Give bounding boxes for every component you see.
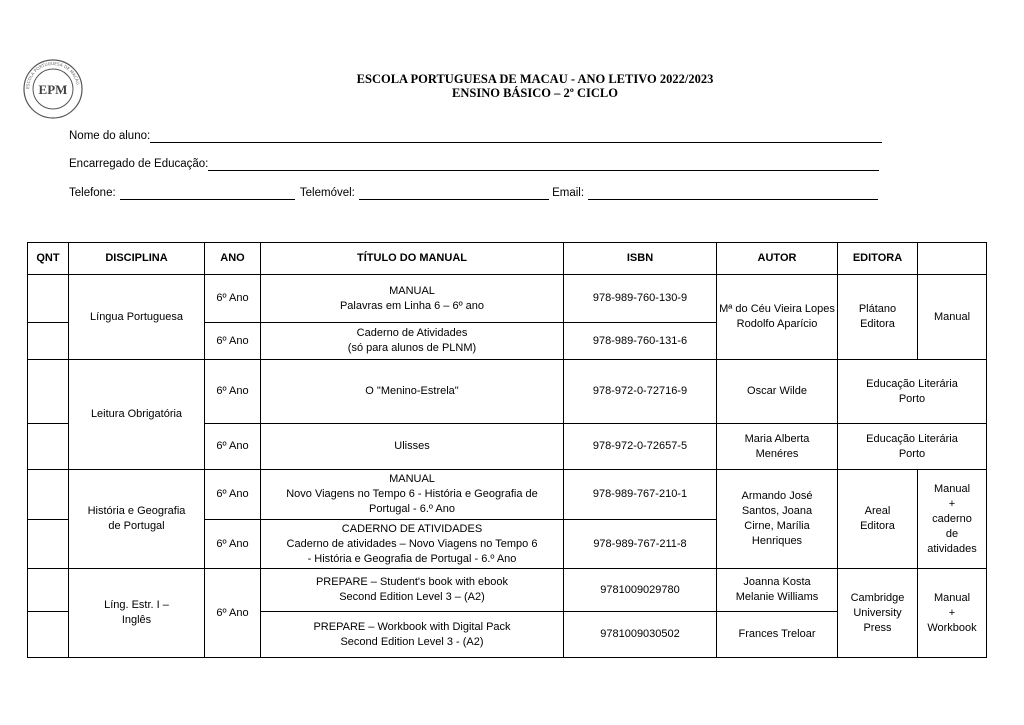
guardian-label: Encarregado de Educação: — [69, 158, 209, 170]
guardian-row — [69, 157, 879, 171]
publisher-cell: Educação Literária Porto — [838, 360, 987, 424]
title-cell: PREPARE – Workbook with Digital Pack Second Edition Level 3 - (A2) — [261, 612, 564, 658]
header-subtitle: ENSINO BÁSICO – 2º CICLO — [452, 86, 618, 100]
email-label: Email: — [552, 187, 585, 199]
year-cell: 6º Ano — [205, 569, 261, 658]
school-logo — [22, 58, 84, 120]
isbn-cell: 978-989-767-210-1 — [564, 470, 717, 520]
logo-monogram: EPM — [38, 82, 68, 97]
title-cell: MANUAL Palavras em Linha 6 – 6º ano — [261, 275, 564, 323]
title-cell: O "Menino-Estrela" — [261, 360, 564, 424]
year-cell: 6º Ano — [205, 323, 261, 360]
discipline-cell: Língua Portuguesa — [69, 275, 205, 360]
publisher-cell: Plátano Editora — [838, 275, 918, 360]
textbook-table — [27, 242, 987, 658]
mobile-label: Telemóvel: — [299, 187, 355, 199]
email-field[interactable] — [588, 188, 878, 200]
isbn-cell: 9781009030502 — [564, 612, 717, 658]
title-cell: CADERNO DE ATIVIDADES Caderno de atividades – Novo Viagens no Tempo 6 - História e Geografia de Portugal - 6.º Ano — [261, 520, 564, 569]
qty-cell[interactable] — [28, 520, 69, 569]
type-cell: Manual + Workbook — [918, 569, 987, 658]
phone-field[interactable] — [120, 188, 295, 200]
discipline-cell: História e Geografia de Portugal — [69, 470, 205, 569]
header-title: TÍTULO DO MANUAL — [261, 243, 564, 275]
document-header — [300, 72, 770, 100]
year-cell: 6º Ano — [205, 275, 261, 323]
table-header-row — [28, 243, 987, 275]
year-cell: 6º Ano — [205, 360, 261, 424]
student-name-label: Nome do aluno: — [69, 130, 151, 142]
isbn-cell: 978-989-760-131-6 — [564, 323, 717, 360]
year-cell: 6º Ano — [205, 470, 261, 520]
header-year: ANO — [205, 243, 261, 275]
qty-cell[interactable] — [28, 424, 69, 470]
title-cell: MANUAL Novo Viagens no Tempo 6 - História e Geografia de Portugal - 6.º Ano — [261, 470, 564, 520]
publisher-cell: Cambridge University Press — [838, 569, 918, 658]
publisher-cell: Educação Literária Porto — [838, 424, 987, 470]
table-row — [28, 569, 987, 612]
phone-label: Telefone: — [69, 187, 116, 199]
author-cell: Frances Treloar — [717, 612, 838, 658]
publisher-cell: Areal Editora — [838, 470, 918, 569]
header-type — [918, 243, 987, 275]
author-cell: Armando José Santos, Joana Cirne, Marília Henriques — [717, 470, 838, 569]
qty-cell[interactable] — [28, 323, 69, 360]
qty-cell[interactable] — [28, 470, 69, 520]
type-cell: Manual — [918, 275, 987, 360]
author-cell: Mª do Céu Vieira Lopes Rodolfo Aparício — [717, 275, 838, 360]
author-cell: Joanna Kosta Melanie Williams — [717, 569, 838, 612]
header-discipline: DISCIPLINA — [69, 243, 205, 275]
header-author: AUTOR — [717, 243, 838, 275]
contact-row — [69, 186, 878, 200]
header-qnt: QNT — [28, 243, 69, 275]
isbn-cell: 978-989-760-130-9 — [564, 275, 717, 323]
qty-cell[interactable] — [28, 569, 69, 612]
logo-ring-text: ESCOLA PORTUGUESA DE MACAU — [24, 60, 81, 90]
header-isbn: ISBN — [564, 243, 717, 275]
title-cell: Caderno de Atividades (só para alunos de PLNM) — [261, 323, 564, 360]
discipline-cell: Leitura Obrigatória — [69, 360, 205, 470]
year-cell: 6º Ano — [205, 520, 261, 569]
header-title: ESCOLA PORTUGUESA DE MACAU - ANO LETIVO 2022/2023 — [356, 72, 714, 86]
isbn-cell: 978-989-767-211-8 — [564, 520, 717, 569]
author-cell: Maria Alberta Menéres — [717, 424, 838, 470]
mobile-field[interactable] — [359, 188, 549, 200]
header-publisher: EDITORA — [838, 243, 918, 275]
table-row — [28, 275, 987, 323]
isbn-cell: 9781009029780 — [564, 569, 717, 612]
year-cell: 6º Ano — [205, 424, 261, 470]
guardian-field[interactable] — [208, 159, 879, 171]
table-row — [28, 470, 987, 520]
qty-cell[interactable] — [28, 360, 69, 424]
student-name-field[interactable] — [150, 131, 882, 143]
type-cell: Manual + caderno de atividades — [918, 470, 987, 569]
title-cell: Ulisses — [261, 424, 564, 470]
isbn-cell: 978-972-0-72716-9 — [564, 360, 717, 424]
qty-cell[interactable] — [28, 612, 69, 658]
title-cell: PREPARE – Student's book with ebook Second Edition Level 3 – (A2) — [261, 569, 564, 612]
discipline-cell: Líng. Estr. I – Inglês — [69, 569, 205, 658]
isbn-cell: 978-972-0-72657-5 — [564, 424, 717, 470]
qty-cell[interactable] — [28, 275, 69, 323]
table-row — [28, 360, 987, 424]
author-cell: Oscar Wilde — [717, 360, 838, 424]
student-name-row — [69, 129, 882, 143]
